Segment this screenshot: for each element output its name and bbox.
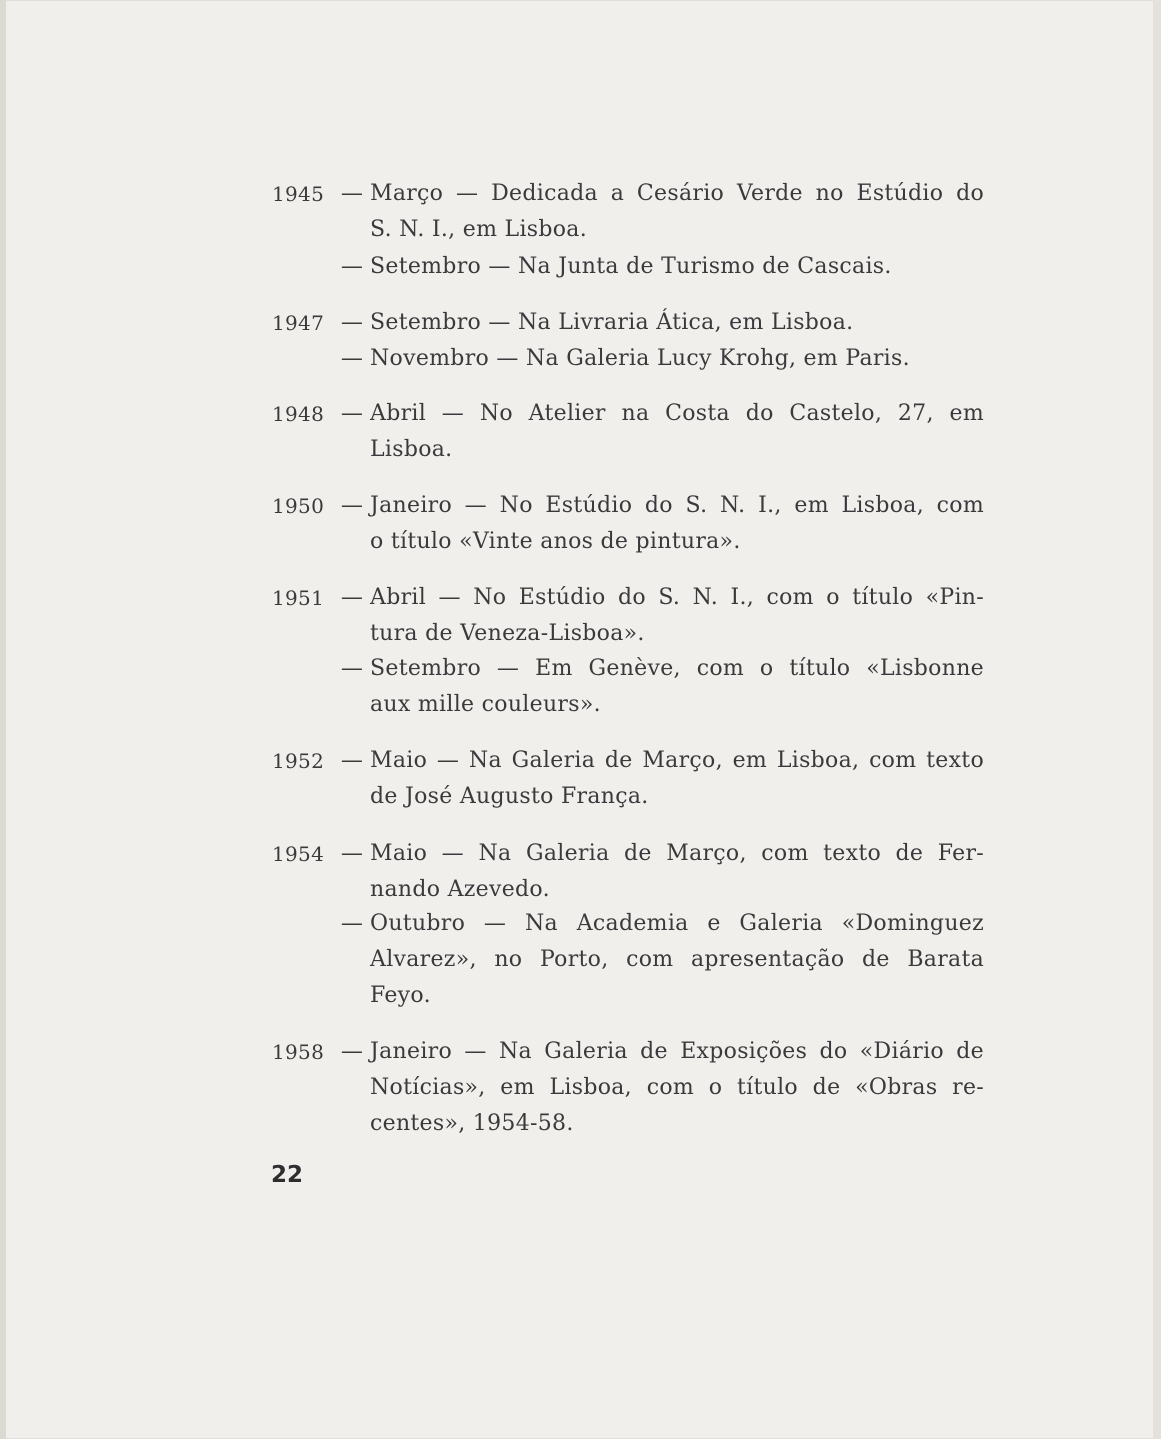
entry-dash: —: [340, 310, 364, 335]
entry-1954-outubro: [272, 906, 984, 1014]
entry-text: aux mille couleurs».: [370, 692, 601, 717]
entry-dash: —: [340, 401, 364, 426]
entry-year: 1950: [272, 494, 325, 518]
entry-text: Abril — No Estúdio do S. N. I., com o título «Pin-: [370, 585, 984, 610]
page-edge-right: [1153, 0, 1161, 1439]
entry-year: 1948: [272, 402, 325, 426]
entry-text: Setembro — Na Junta de Turismo de Cascais.: [370, 254, 892, 279]
entry-text: centes», 1954-58.: [370, 1111, 574, 1136]
entry-text: Lisboa.: [370, 437, 453, 462]
entry-text: S. N. I., em Lisboa.: [370, 217, 588, 242]
entry-dash: —: [340, 254, 364, 279]
entry-year: 1947: [272, 311, 325, 335]
entry-1950-janeiro: [272, 488, 984, 560]
entry-text: Março — Dedicada a Cesário Verde no Estúdio do: [370, 181, 984, 206]
entry-text: o título «Vinte anos de pintura».: [370, 529, 741, 554]
entry-1947-setembro: [272, 305, 984, 341]
entry-year: 1952: [272, 749, 325, 773]
entry-dash: —: [340, 585, 364, 610]
entry-year: 1945: [272, 182, 325, 206]
entry-text: Setembro — Em Genève, com o título «Lisbonne: [370, 656, 984, 681]
entry-1945-marco: [272, 176, 984, 248]
entry-dash: —: [340, 841, 364, 866]
entry-text: tura de Veneza-Lisboa».: [370, 621, 645, 646]
entry-text: Feyo.: [370, 983, 431, 1008]
entry-1945-setembro: [272, 249, 984, 285]
entry-1948-abril: [272, 396, 984, 468]
entry-text: Outubro — Na Academia e Galeria «Dominguez: [370, 911, 984, 936]
entry-text: de José Augusto França.: [370, 784, 649, 809]
entry-dash: —: [340, 911, 364, 936]
page-edge-left: [0, 0, 6, 1439]
entry-1952-maio: [272, 743, 984, 815]
entry-year: 1958: [272, 1040, 325, 1064]
entry-year: 1954: [272, 842, 325, 866]
entry-text: Maio — Na Galeria de Março, com texto de Fer-: [370, 841, 984, 866]
entry-text: Abril — No Atelier na Costa do Castelo, 27, em: [370, 401, 984, 426]
entry-text: Notícias», em Lisboa, com o título de «Obras re-: [370, 1075, 984, 1100]
entry-year: 1951: [272, 586, 325, 610]
entry-text: Janeiro — Na Galeria de Exposições do «Diário de: [370, 1039, 984, 1064]
entry-dash: —: [340, 1039, 364, 1064]
entry-dash: —: [340, 748, 364, 773]
entry-text: nando Azevedo.: [370, 877, 550, 902]
entry-text: Maio — Na Galeria de Março, em Lisboa, com texto: [370, 748, 984, 773]
entry-1958-janeiro: [272, 1034, 984, 1142]
entry-dash: —: [340, 346, 364, 371]
entry-text: Novembro — Na Galeria Lucy Krohg, em Paris.: [370, 346, 910, 371]
entry-1951-setembro: [272, 651, 984, 723]
entry-text: Alvarez», no Porto, com apresentação de Barata: [370, 947, 984, 972]
entry-1947-novembro: [272, 341, 984, 377]
page-number: 22: [271, 1162, 304, 1188]
entry-dash: —: [340, 656, 364, 681]
entry-text: Janeiro — No Estúdio do S. N. I., em Lisboa, com: [370, 493, 984, 518]
entry-dash: —: [340, 181, 364, 206]
entry-1954-maio: [272, 836, 984, 908]
entry-1951-abril: [272, 580, 984, 652]
entry-text: Setembro — Na Livraria Ática, em Lisboa.: [370, 310, 854, 335]
entry-dash: —: [340, 493, 364, 518]
